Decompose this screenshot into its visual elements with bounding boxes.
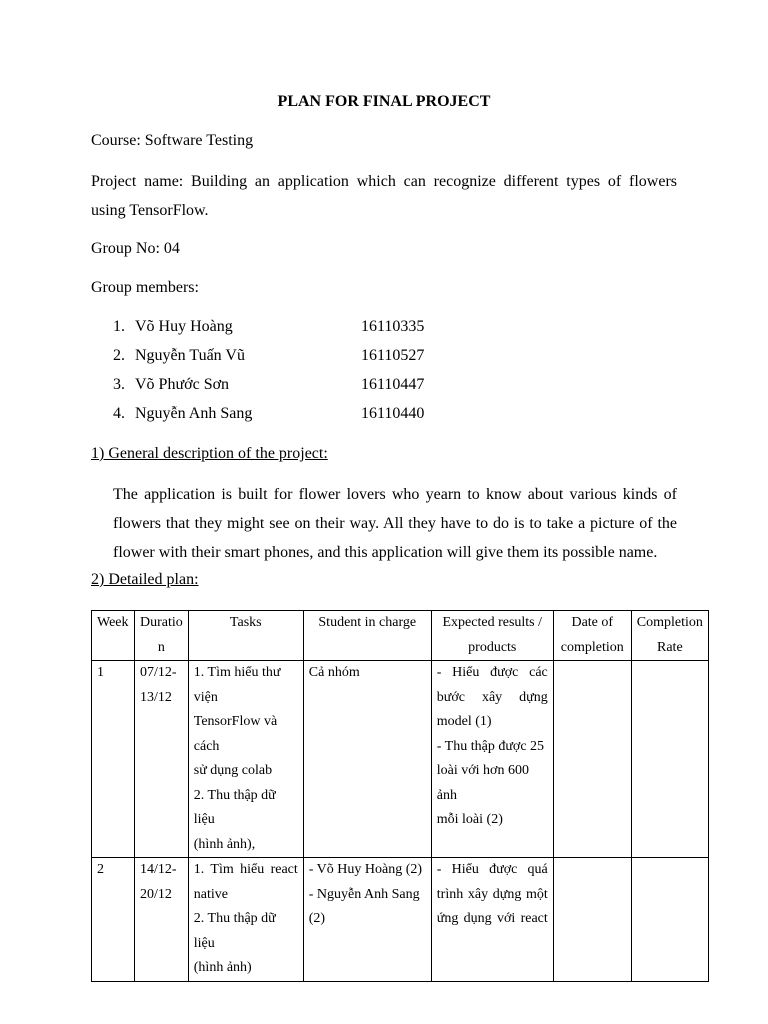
header-expected: Expected results / products (431, 611, 553, 661)
plan-table (91, 610, 709, 982)
member-number: 3. (113, 376, 125, 393)
member-item (113, 347, 424, 376)
cell-tasks: 1. Tìm hiểu thư viện TensorFlow và cách sử dụng colab 2. Thu thập dữ liệu (hình ảnh), (188, 661, 303, 858)
cell-duration: 07/12- 13/12 (135, 661, 189, 858)
member-name: Võ Phước Sơn (135, 376, 230, 393)
section-2-heading: 2) Detailed plan: (91, 571, 199, 588)
header-tasks: Tasks (188, 611, 303, 661)
cell-date (553, 661, 631, 858)
member-item (113, 376, 424, 405)
cell-student: - Võ Huy Hoàng (2) - Nguyễn Anh Sang (2) (303, 858, 431, 982)
cell-completion (631, 661, 708, 858)
project-name-line-2: using TensorFlow. (91, 202, 209, 219)
cell-week: 1 (92, 661, 135, 858)
cell-date (553, 858, 631, 982)
document-title: PLAN FOR FINAL PROJECT (277, 93, 491, 110)
member-number: 4. (113, 405, 125, 422)
member-number: 1. (113, 318, 125, 335)
group-number: Group No: 04 (91, 240, 180, 257)
section-1-heading: 1) General description of the project: (91, 445, 328, 462)
member-id: 16110335 (361, 318, 425, 335)
header-completion: Completion Rate (631, 611, 708, 661)
table-row (92, 661, 709, 858)
member-number: 2. (113, 347, 125, 364)
group-members-label: Group members: (91, 279, 199, 296)
header-week: Week (92, 611, 135, 661)
cell-tasks: 1. Tìm hiểu react native 2. Thu thập dữ liệu (hình ảnh) (188, 858, 303, 982)
cell-completion (631, 858, 708, 982)
table-header-row (92, 611, 709, 661)
member-id: 16110527 (361, 347, 425, 364)
member-item (113, 405, 424, 434)
course-line: Course: Software Testing (91, 132, 254, 149)
project-name (91, 167, 677, 225)
header-student: Student in charge (303, 611, 431, 661)
cell-student: Cả nhóm (303, 661, 431, 858)
table-row (92, 858, 709, 982)
cell-expected: - Hiểu được quá trình xây dựng một ứng dụng với react (431, 858, 553, 982)
cell-expected: - Hiểu được các bước xây dựng model (1) - Thu thập được 25 loài với hơn 600 ảnh mỗi loài (2) (431, 661, 553, 858)
section-1-body (113, 480, 677, 567)
member-id: 16110440 (361, 405, 425, 422)
member-name: Nguyễn Anh Sang (135, 405, 253, 422)
section-1-line: flowers that they might see on their way. All they have to do is to take a picture of the (113, 515, 677, 532)
member-name: Nguyễn Tuấn Vũ (135, 347, 245, 364)
section-1-line: The application is built for flower lovers who yearn to know about various kinds of (113, 486, 677, 503)
header-duration: Duratio n (135, 611, 189, 661)
section-1-line: flower with their smart phones, and this application will give them its possible name. (113, 544, 658, 561)
cell-week: 2 (92, 858, 135, 982)
cell-duration: 14/12- 20/12 (135, 858, 189, 982)
member-item (113, 318, 424, 347)
project-name-line-1: Project name: Building an application which can recognize different types of flowers (91, 173, 677, 190)
members-list (113, 318, 424, 434)
member-id: 16110447 (361, 376, 425, 393)
header-date: Date of completion (553, 611, 631, 661)
member-name: Võ Huy Hoàng (135, 318, 233, 335)
